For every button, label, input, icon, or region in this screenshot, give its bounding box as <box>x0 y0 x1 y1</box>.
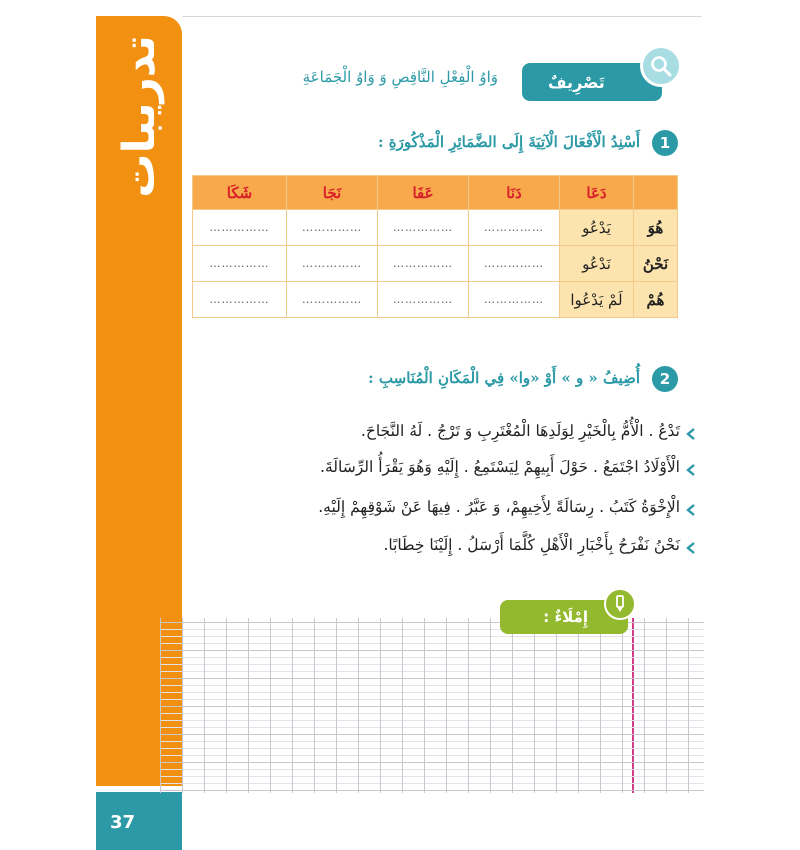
pencil-icon <box>604 588 636 620</box>
lesson-subtitle: وَاوُ الْفِعْلِ النَّاقِصِ وَ وَاوُ الْجَمَاعَةِ <box>302 68 498 86</box>
ruled-column-line <box>600 618 601 793</box>
table-header-cell: دَنَا <box>469 176 560 210</box>
table-header-cell: شَكَا <box>193 176 287 210</box>
ruled-column-line <box>644 618 645 793</box>
ruled-column-line <box>292 618 293 793</box>
given-verb-cell: نَدْعُو <box>560 246 634 282</box>
ruled-column-line <box>578 618 579 793</box>
pronoun-cell: هُمْ <box>634 282 678 318</box>
ruled-column-line <box>446 618 447 793</box>
answer-blank[interactable]: …………… <box>287 282 378 318</box>
ruled-column-line <box>314 618 315 793</box>
dictation-writing-area[interactable] <box>160 618 704 793</box>
exercise-1-instruction: أَسْنِدُ الْأَفْعَالَ الْآتِيَةَ إِلَى الضَّمَائِرِ الْمَذْكُورَةِ : <box>377 133 640 151</box>
table-row <box>193 210 678 246</box>
chevron-icon <box>684 541 698 555</box>
table-header-row <box>193 176 678 210</box>
page-number: 37 <box>110 812 136 833</box>
chevron-icon <box>684 463 698 477</box>
chevron-icon <box>684 503 698 517</box>
section-title <box>96 16 182 216</box>
answer-blank[interactable]: …………… <box>469 246 560 282</box>
exercise-1-number: 1 <box>652 130 678 156</box>
ruled-column-line <box>622 618 623 793</box>
table-header-cell: دَعَا <box>560 176 634 210</box>
answer-blank[interactable]: …………… <box>469 210 560 246</box>
answer-blank[interactable]: …………… <box>193 282 287 318</box>
answer-blank[interactable]: …………… <box>287 246 378 282</box>
header-badge-label: تَصْرِيفٌ <box>548 72 605 92</box>
top-divider <box>182 16 702 17</box>
answer-blank[interactable]: …………… <box>193 210 287 246</box>
page-footer <box>96 792 182 850</box>
answer-blank[interactable]: …………… <box>378 246 469 282</box>
answer-blank[interactable]: …………… <box>287 210 378 246</box>
search-icon <box>640 45 682 87</box>
ruled-column-line <box>160 618 161 793</box>
exercise-2-sentence: نَحْنُ نَفْرَحُ بِأَخْبَارِ الْأَهْلِ كُلَّمَا أَرْسَلُ . إِلَيْنَا خِطَابًا. <box>383 536 680 554</box>
answer-blank[interactable]: …………… <box>378 282 469 318</box>
exercise-2-sentence: الْإِخْوَةُ كَتَبُ . رِسَالَةً لِأَخِيهِمْ، وَ عَبَّرُ . فِيهَا عَنْ شَوْقِهِمْ إِلَيْهِ. <box>318 498 680 516</box>
ruled-column-line <box>666 618 667 793</box>
ruled-column-line <box>490 618 491 793</box>
ruled-column-line <box>336 618 337 793</box>
ruled-column-line <box>380 618 381 793</box>
ruled-column-line <box>534 618 535 793</box>
ruled-column-line <box>402 618 403 793</box>
ruled-column-line <box>424 618 425 793</box>
ruled-column-line <box>468 618 469 793</box>
exercise-2-number: 2 <box>652 366 678 392</box>
ruled-column-line <box>270 618 271 793</box>
ruled-column-line <box>512 618 513 793</box>
given-verb-cell: يَدْعُو <box>560 210 634 246</box>
ruled-column-line <box>556 618 557 793</box>
ruled-column-line <box>358 618 359 793</box>
exercise-2-instruction: أُضِيفُ « و » أَوْ «وا» فِي الْمَكَانِ الْمُنَاسِبِ : <box>368 369 640 387</box>
answer-blank[interactable]: …………… <box>193 246 287 282</box>
section-title-text: تدريبات <box>113 34 165 198</box>
given-verb-cell: لَمْ يَدْعُوا <box>560 282 634 318</box>
ruled-column-line <box>204 618 205 793</box>
answer-blank[interactable]: …………… <box>378 210 469 246</box>
ruled-column-line <box>226 618 227 793</box>
table-header-cell: عَفَا <box>378 176 469 210</box>
answer-blank[interactable]: …………… <box>469 282 560 318</box>
ruled-column-line <box>688 618 689 793</box>
exercise-2-sentence: الْأَوْلَادُ اجْتَمَعُ . حَوْلَ أَبِيهِمْ لِيَسْتَمِعُ . إِلَيْهِ وَهُوَ يَقْرَأُ الرِّسَالَةَ. <box>320 458 680 476</box>
chevron-icon <box>684 427 698 441</box>
ruled-column-line <box>248 618 249 793</box>
pronoun-cell: هُوَ <box>634 210 678 246</box>
table-row <box>193 282 678 318</box>
ruled-column-line <box>182 618 183 793</box>
conjugation-table <box>192 175 678 318</box>
dictation-label: إِمْلَاءٌ : <box>543 608 588 626</box>
table-row <box>193 246 678 282</box>
table-header-cell <box>634 176 678 210</box>
table-header-cell: نَجَا <box>287 176 378 210</box>
pronoun-cell: نَحْنُ <box>634 246 678 282</box>
exercise-2-sentence: تَدْعُ . الْأُمُّ بِالْخَيْرِ لِوَلَدِهَا الْمُغْتَرِبِ وَ تَرْجُ . لَهُ النَّجَاحَ. <box>360 422 680 440</box>
